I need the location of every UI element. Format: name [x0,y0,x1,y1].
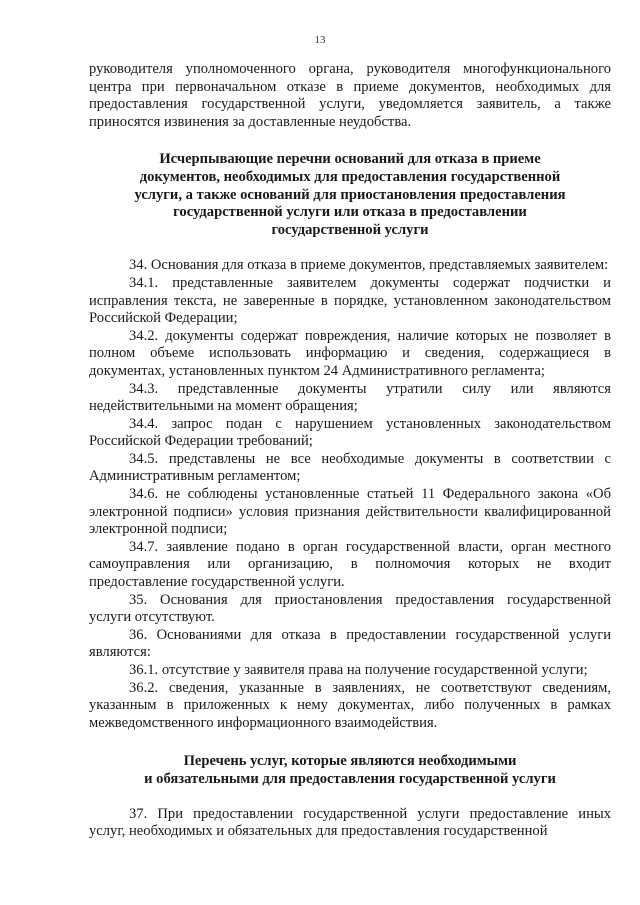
paragraph-36-2: 36.2. сведения, указанные в заявлениях, не соответствуют сведениям, указанным в приложенных к нему документах, либо полученных в рамках межведомственного информационного взаимодействия. [89,679,611,731]
paragraph-36: 36. Основаниями для отказа в предоставлении государственной услуги являются: [89,626,611,661]
paragraph-34-6: 34.6. не соблюдены установленные статьей 11 Федерального закона «Об электронной подписи» условия признания действительности квалифицированной электронной подписи; [89,486,611,538]
heading-line: услуги, а также оснований для приостановления предоставления [134,186,566,203]
heading-line: и обязательными для предоставления государственной услуги [144,770,556,787]
heading-line: Перечень услуг, которые являются необходимыми [183,753,517,770]
heading-line: документов, необходимых для предоставления государственной [139,168,561,185]
paragraph-36-1: 36.1. отсутствие у заявителя права на получение государственной услуги; [129,662,588,678]
paragraph-34-7: 34.7. заявление подано в орган государственной власти, орган местного самоуправления или организацию, в полномочия которых не входит предоставление государственной услуги. [89,538,611,591]
page-content [89,61,611,841]
paragraph-37: 37. При предоставлении государственной услуги предоставление иных услуг, необходимых и обязательных для предоставления государственной [89,805,611,840]
paragraph-34-1: 34.1. представленные заявителем документы содержат подчистки и исправления текста, не заверенные в порядке, установленном законодательством Российской Федерации; [89,274,611,327]
page-number: 13 [314,34,326,46]
heading-line: государственной услуги или отказа в предоставлении [173,204,527,221]
paragraph-34-5: 34.5. представлены не все необходимые документы в соответствии с Административным регламентом; [89,450,611,485]
paragraph-34-3: 34.3. представленные документы утратили силу или являются недействительными на момент обращения; [89,380,611,415]
paragraph-34: 34. Основания для отказа в приеме документов, представляемых заявителем: [129,257,609,274]
paragraph-34-2: 34.2. документы содержат повреждения, наличие которых не позволяет в полном объеме использовать информацию и сведения, содержащиеся в документах, установленных пунктом 24 Административного регламента; [89,327,611,379]
heading-line: государственной услуги [271,221,429,238]
section-heading-grounds-for-refusal [89,151,611,239]
paragraph-35: 35. Основания для приостановления предоставления государственной услуги отсутствуют. [89,591,611,626]
section-heading-required-services [89,753,611,788]
intro-paragraph: руководителя уполномоченного органа, руководителя многофункционального центра при первоначальном отказе в приеме документов, необходимых для предоставления государственной услуги, уведомляется заявитель, а также приносятся извинения за доставленные неудобства. [89,61,611,130]
heading-line: Исчерпывающие перечни оснований для отказа в приеме [159,151,541,168]
paragraph-34-4: 34.4. запрос подан с нарушением установленных законодательством Российской Федерации требований; [89,415,611,450]
